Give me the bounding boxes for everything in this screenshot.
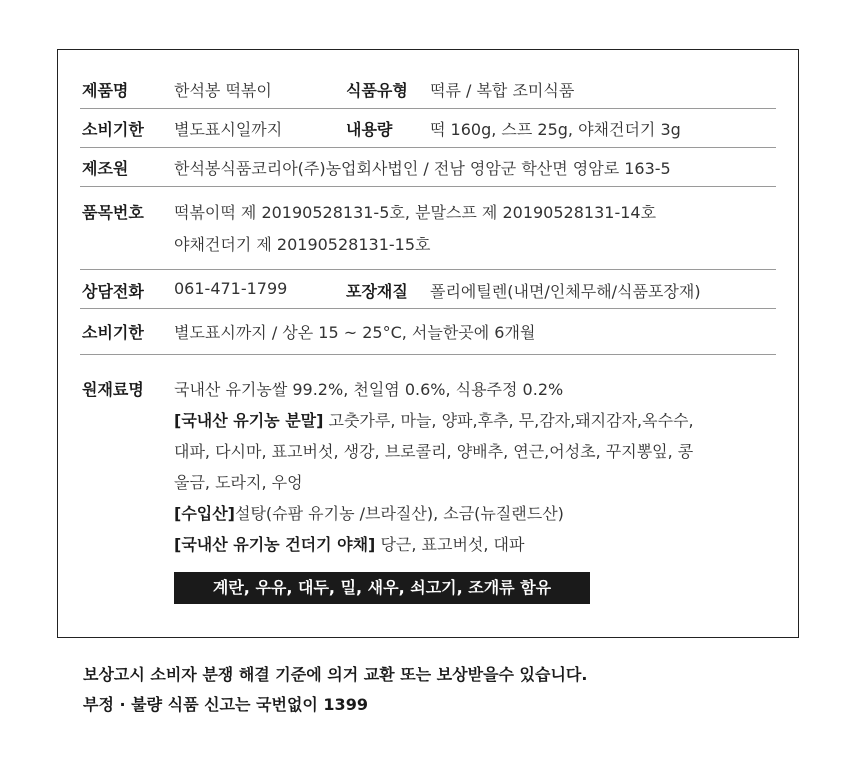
value-product-name: 한석봉 떡볶이 xyxy=(174,81,272,100)
ingredients-line1: 국내산 유기농쌀 99.2%, 천일염 0.6%, 식용주정 0.2% xyxy=(174,380,564,399)
ingredients-imported-list: 설탕(슈팜 유기농 /브라질산), 소금(뉴질랜드산) xyxy=(235,504,564,523)
label-food-type: 식품유형 xyxy=(346,81,408,100)
value-storage: 별도표시까지 / 상온 15 ~ 25°C, 서늘한곳에 6개월 xyxy=(174,323,536,342)
value-report-no-line2: 야채건더기 제 20190528131-15호 xyxy=(174,235,431,254)
value-manufacturer: 한석봉식품코리아(주)농업회사법인 / 전남 영암군 학산면 영암로 163-5 xyxy=(174,159,671,178)
label-ingredients: 원재료명 xyxy=(82,380,144,399)
row-product-name xyxy=(80,70,776,109)
value-expiry: 별도표시일까지 xyxy=(174,120,283,139)
row-storage xyxy=(80,309,776,355)
ingredients-line5 xyxy=(174,501,564,524)
row-phone xyxy=(80,270,776,309)
label-phone: 상담전화 xyxy=(82,282,144,301)
value-contents: 떡 160g, 스프 25g, 야채건더기 3g xyxy=(430,120,681,139)
label-storage: 소비기한 xyxy=(82,323,144,342)
footer-report-note: 부정 · 불량 식품 신고는 국번없이 1399 xyxy=(83,695,368,714)
value-phone: 061-471-1799 xyxy=(174,279,288,298)
row-expiry xyxy=(80,109,776,148)
value-report-no-line1: 떡볶이떡 제 20190528131-5호, 분말스프 제 20190528131-14호 xyxy=(174,203,657,222)
product-info-table xyxy=(57,49,799,638)
ingredients-line4: 울금, 도라지, 우엉 xyxy=(174,473,303,492)
row-report-no xyxy=(80,187,776,270)
footer-compensation-note: 보상고시 소비자 분쟁 해결 기준에 의거 교환 또는 보상받을수 있습니다. xyxy=(83,665,588,684)
ingredients-line6 xyxy=(174,532,524,555)
row-manufacturer xyxy=(80,148,776,187)
label-contents: 내용량 xyxy=(346,120,393,139)
value-packaging: 폴리에틸렌(내면/인체무해/식품포장재) xyxy=(430,282,701,301)
allergy-badge: 계란, 우유, 대두, 밀, 새우, 쇠고기, 조개류 함유 xyxy=(174,572,590,604)
label-product-name: 제품명 xyxy=(82,81,129,100)
ingredients-organic-powder-heading: [국내산 유기농 분말] xyxy=(174,411,324,430)
ingredients-vegetable-list: 당근, 표고버섯, 대파 xyxy=(375,535,525,554)
label-packaging: 포장재질 xyxy=(346,282,408,301)
ingredients-vegetable-heading: [국내산 유기농 건더기 야채] xyxy=(174,535,376,554)
ingredients-imported-heading: [수입산] xyxy=(174,504,235,523)
label-report-no: 품목번호 xyxy=(82,203,144,222)
ingredients-line3: 대파, 다시마, 표고버섯, 생강, 브로콜리, 양배추, 연근,어성초, 꾸지뽕잎, 콩 xyxy=(174,442,694,461)
ingredients-organic-powder-list: 고춧가루, 마늘, 양파,후추, 무,감자,돼지감자,옥수수, xyxy=(323,411,694,430)
label-expiry: 소비기한 xyxy=(82,120,144,139)
label-manufacturer: 제조원 xyxy=(82,159,129,178)
ingredients-line2 xyxy=(174,408,694,431)
value-food-type: 떡류 / 복합 조미식품 xyxy=(430,81,575,100)
